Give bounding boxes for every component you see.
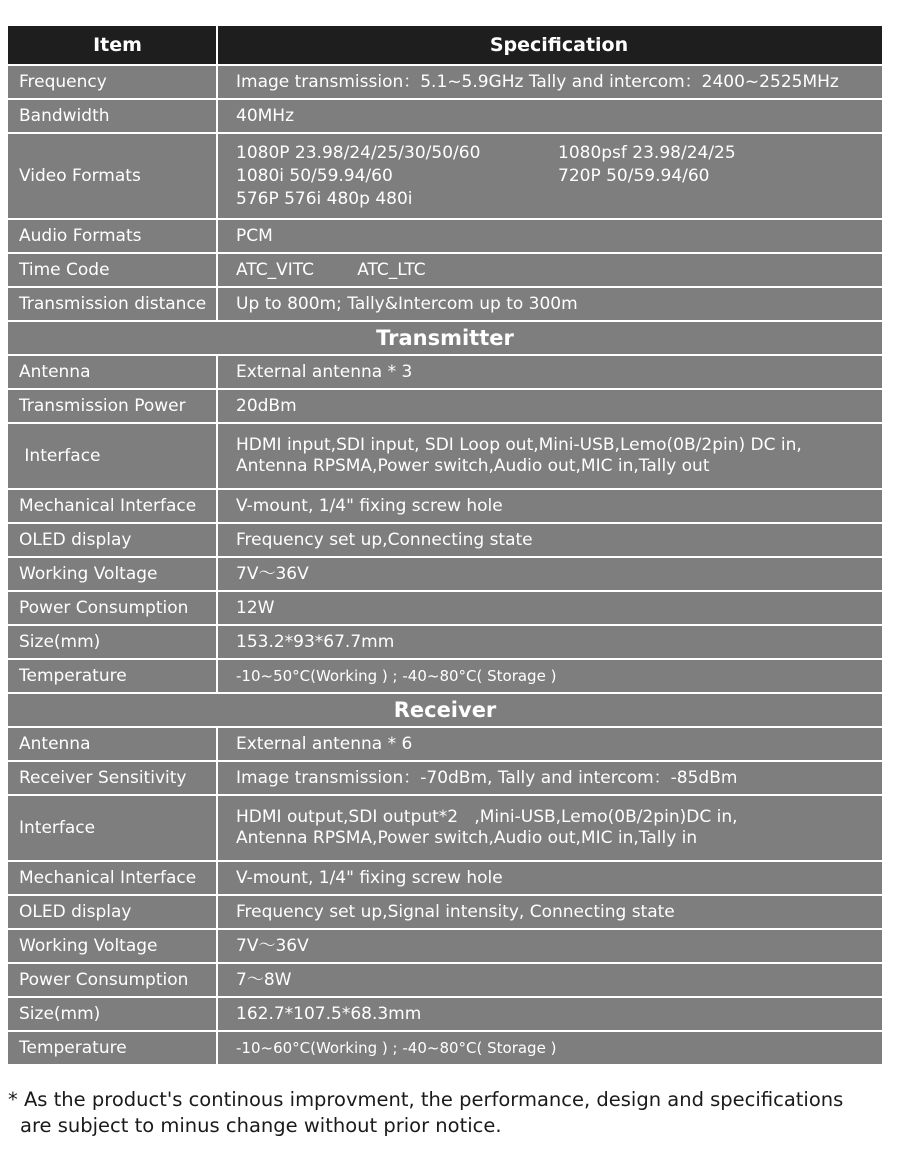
row-value [218, 930, 882, 962]
table-row [8, 660, 882, 692]
row-label: Audio Formats [8, 220, 216, 252]
table-row [8, 930, 882, 962]
value-line: HDMI input,SDI input, SDI Loop out,Mini-USB,Lemo(0B/2pin) DC in, [236, 435, 802, 455]
video-format: 1080i 50/59.94/60 [236, 166, 393, 186]
value-line: ATC_VITC ATC_LTC [236, 259, 426, 280]
row-label: OLED display [8, 896, 216, 928]
table-row [8, 896, 882, 928]
row-label: Video Formats [8, 134, 216, 218]
row-label: Mechanical Interface [8, 862, 216, 894]
row-label: Temperature [8, 660, 216, 692]
value-line: V-mount, 1/4" fixing screw hole [236, 867, 503, 888]
row-label: Interface [8, 424, 216, 488]
row-label: Interface [8, 796, 216, 860]
value-line: 12W [236, 597, 275, 618]
header-specification: Specification [218, 26, 882, 64]
video-format: 720P 50/59.94/60 [558, 166, 710, 186]
row-value [218, 390, 882, 422]
table-row [8, 356, 882, 388]
row-value [218, 558, 882, 590]
table-row [8, 796, 882, 860]
value-line: 40MHz [236, 105, 295, 126]
row-value [218, 490, 882, 522]
row-value [218, 524, 882, 556]
row-label: OLED display [8, 524, 216, 556]
row-value [218, 134, 882, 218]
value-line: Frequency set up,Connecting state [236, 529, 533, 550]
row-label: Bandwidth [8, 100, 216, 132]
table-row-frequency [8, 66, 882, 98]
section-title-transmitter: Transmitter [8, 322, 882, 354]
footnote-line: * As the product's continous improvment, the performance, design and specifications [8, 1088, 844, 1111]
row-value [218, 862, 882, 894]
row-label: Power Consumption [8, 964, 216, 996]
value-line: V-mount, 1/4" fixing screw hole [236, 495, 503, 516]
value-line: 7V～36V [236, 563, 309, 584]
value-line: PCM [236, 225, 273, 246]
row-label: Receiver Sensitivity [8, 762, 216, 794]
section-title-receiver: Receiver [8, 694, 882, 726]
row-value [218, 626, 882, 658]
row-value [218, 896, 882, 928]
table-row-bandwidth [8, 100, 882, 132]
row-value [218, 964, 882, 996]
table-row [8, 626, 882, 658]
footnote-line: are subject to minus change without prior notice. [20, 1114, 502, 1137]
table-row-video-formats [8, 134, 882, 218]
footnote [8, 1087, 898, 1139]
table-row [8, 964, 882, 996]
value-line: Frequency set up,Signal intensity, Connecting state [236, 901, 675, 922]
value-line: 20dBm [236, 395, 297, 416]
table-row [8, 390, 882, 422]
table-row [8, 762, 882, 794]
table-row-transmission-distance [8, 288, 882, 320]
spec-table [8, 26, 882, 1066]
row-label: Mechanical Interface [8, 490, 216, 522]
header-item: Item [8, 26, 216, 64]
row-label: Antenna [8, 728, 216, 760]
row-label: Working Voltage [8, 930, 216, 962]
row-value [218, 288, 882, 320]
row-value [218, 220, 882, 252]
table-row [8, 524, 882, 556]
value-line: Antenna RPSMA,Power switch,Audio out,MIC in,Tally out [236, 456, 710, 476]
table-header [8, 26, 882, 64]
row-label: Power Consumption [8, 592, 216, 624]
value-line: External antenna * 6 [236, 733, 413, 754]
video-formats-grid [236, 143, 882, 209]
table-row [8, 728, 882, 760]
value-line: 7V～36V [236, 935, 309, 956]
value-line: 153.2*93*67.7mm [236, 631, 395, 652]
table-row [8, 592, 882, 624]
row-label: Working Voltage [8, 558, 216, 590]
row-value [218, 998, 882, 1030]
row-label: Frequency [8, 66, 216, 98]
table-row-audio-formats [8, 220, 882, 252]
row-value [218, 1032, 882, 1064]
table-row [8, 558, 882, 590]
value-line: 162.7*107.5*68.3mm [236, 1003, 422, 1024]
row-label: Size(mm) [8, 998, 216, 1030]
table-row [8, 1032, 882, 1064]
video-format: 1080psf 23.98/24/25 [558, 143, 736, 163]
row-label: Time Code [8, 254, 216, 286]
table-row [8, 424, 882, 488]
video-format: 1080P 23.98/24/25/30/50/60 [236, 143, 481, 163]
row-value [218, 100, 882, 132]
row-label: Antenna [8, 356, 216, 388]
row-value [218, 424, 882, 488]
table-row [8, 490, 882, 522]
value-line: -10~60°C(Working ) ; -40~80°C( Storage ) [236, 1038, 557, 1057]
row-value [218, 660, 882, 692]
row-value [218, 254, 882, 286]
table-row-time-code [8, 254, 882, 286]
value-line: -10~50°C(Working ) ; -40~80°C( Storage ) [236, 666, 557, 685]
value-line: Up to 800m; Tally&Intercom up to 300m [236, 293, 578, 314]
row-label: Transmission Power [8, 390, 216, 422]
value-line: Antenna RPSMA,Power switch,Audio out,MIC in,Tally in [236, 828, 698, 848]
row-value [218, 728, 882, 760]
value-line: HDMI output,SDI output*2 ,Mini-USB,Lemo(0B/2pin)DC in, [236, 807, 738, 827]
row-label: Transmission distance [8, 288, 216, 320]
table-row [8, 862, 882, 894]
row-value [218, 356, 882, 388]
value-line: Image transmission：5.1~5.9GHz Tally and intercom：2400~2525MHz [236, 71, 839, 92]
row-label: Size(mm) [8, 626, 216, 658]
row-value [218, 66, 882, 98]
value-line: 7～8W [236, 969, 292, 990]
video-format: 576P 576i 480p 480i [236, 189, 413, 209]
value-line: Image transmission：-70dBm, Tally and intercom：-85dBm [236, 767, 738, 788]
row-value [218, 762, 882, 794]
value-line: External antenna * 3 [236, 361, 413, 382]
row-label: Temperature [8, 1032, 216, 1064]
row-value [218, 592, 882, 624]
row-value [218, 796, 882, 860]
table-row [8, 998, 882, 1030]
